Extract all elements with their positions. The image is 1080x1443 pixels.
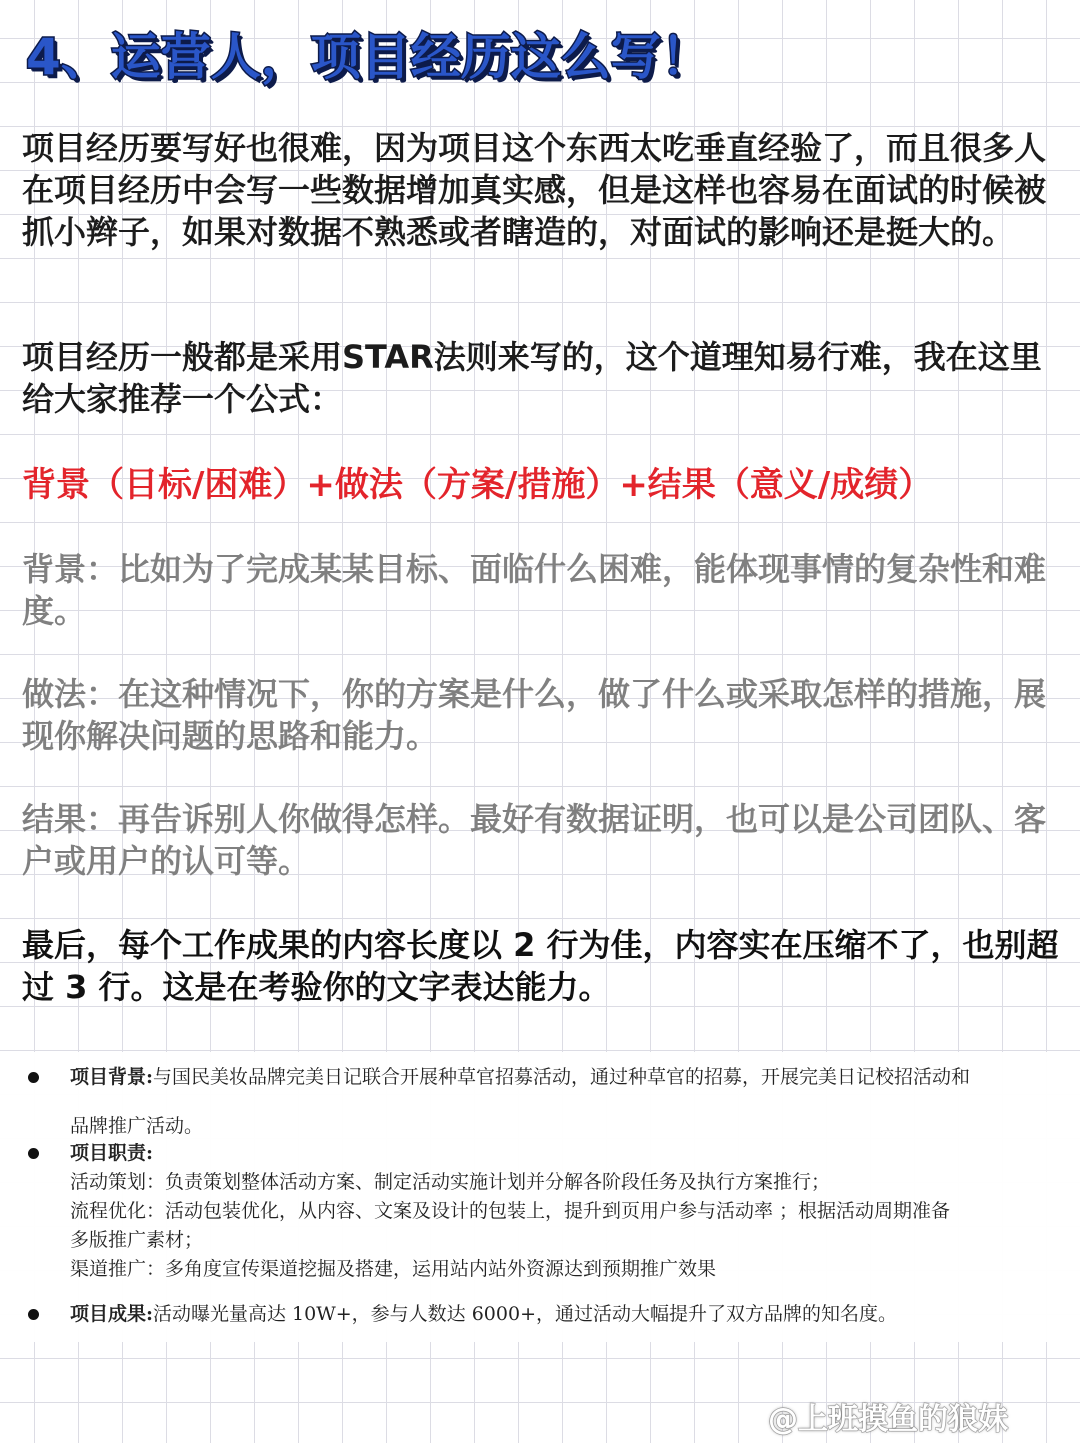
resume-example [0, 1052, 1080, 1342]
example-duty-process-cont: 多版推广素材； [70, 1229, 204, 1251]
bullet-icon [28, 1072, 39, 1083]
final-note: 最后，每个工作成果的内容长度以 2 行为佳，内容实在压缩不了，也别超过 3 行。这是在考验你的文字表达能力。 [22, 926, 1059, 1006]
method-description: 做法：在这种情况下，你的方案是什么，做了什么或采取怎样的措施，展现你解决问题的思路和能力。 [22, 675, 1047, 755]
example-background-text: 与国民美妆品牌完美日记联合开展种草官招募活动，通过种草官的招募，开展完美日记校招活动和 [153, 1066, 971, 1088]
page-title: 4、运营人，项目经历这么写！ [26, 28, 711, 86]
example-duty-planning: 活动策划：负责策划整体活动方案、制定活动实施计划并分解各阶段任务及执行方案推行； [70, 1171, 831, 1193]
author-watermark: @上班摸鱼的狼妹 [768, 1402, 1008, 1437]
example-background-label: 项目背景: [70, 1066, 154, 1088]
star-method-paragraph: 项目经历一般都是采用STAR法则来写的，这个道理知易行难，我在这里给大家推荐一个公式： [22, 338, 1042, 418]
example-results-text: 活动曝光量高达 10W+，参与人数达 6000+，通过活动大幅提升了双方品牌的知名度。 [153, 1303, 897, 1325]
example-results-label: 项目成果: [70, 1303, 154, 1325]
intro-paragraph: 项目经历要写好也很难，因为项目这个东西太吃垂直经验了，而且很多人在项目经历中会写一些数据增加真实感，但是这样也容易在面试的时候被抓小辫子，如果对数据不熟悉或者瞎造的，对面试的影响还是挺大的。 [22, 129, 1047, 251]
background-description: 背景：比如为了完成某某目标、面临什么困难，能体现事情的复杂性和难度。 [22, 550, 1047, 630]
example-results-line [70, 1300, 897, 1328]
formula-highlight: 背景（目标/困难）+做法（方案/措施）+结果（意义/成绩） [22, 465, 933, 505]
example-background-line-2: 品牌推广活动。 [70, 1115, 204, 1137]
example-duty-channel: 渠道推广：多角度宣传渠道挖掘及搭建，运用站内站外资源达到预期推广效果 [70, 1258, 717, 1280]
example-duties-label: 项目职责: [70, 1142, 154, 1164]
example-background-line [70, 1063, 970, 1091]
result-description: 结果：再告诉别人你做得怎样。最好有数据证明，也可以是公司团队、客户或用户的认可等。 [22, 800, 1047, 880]
bullet-icon [28, 1148, 39, 1159]
example-duty-process: 流程优化：活动包装优化，从内容、文案及设计的包装上，提升到页用户参与活动率 ；根据活动周期准备 [70, 1200, 951, 1222]
bullet-icon [28, 1309, 39, 1320]
